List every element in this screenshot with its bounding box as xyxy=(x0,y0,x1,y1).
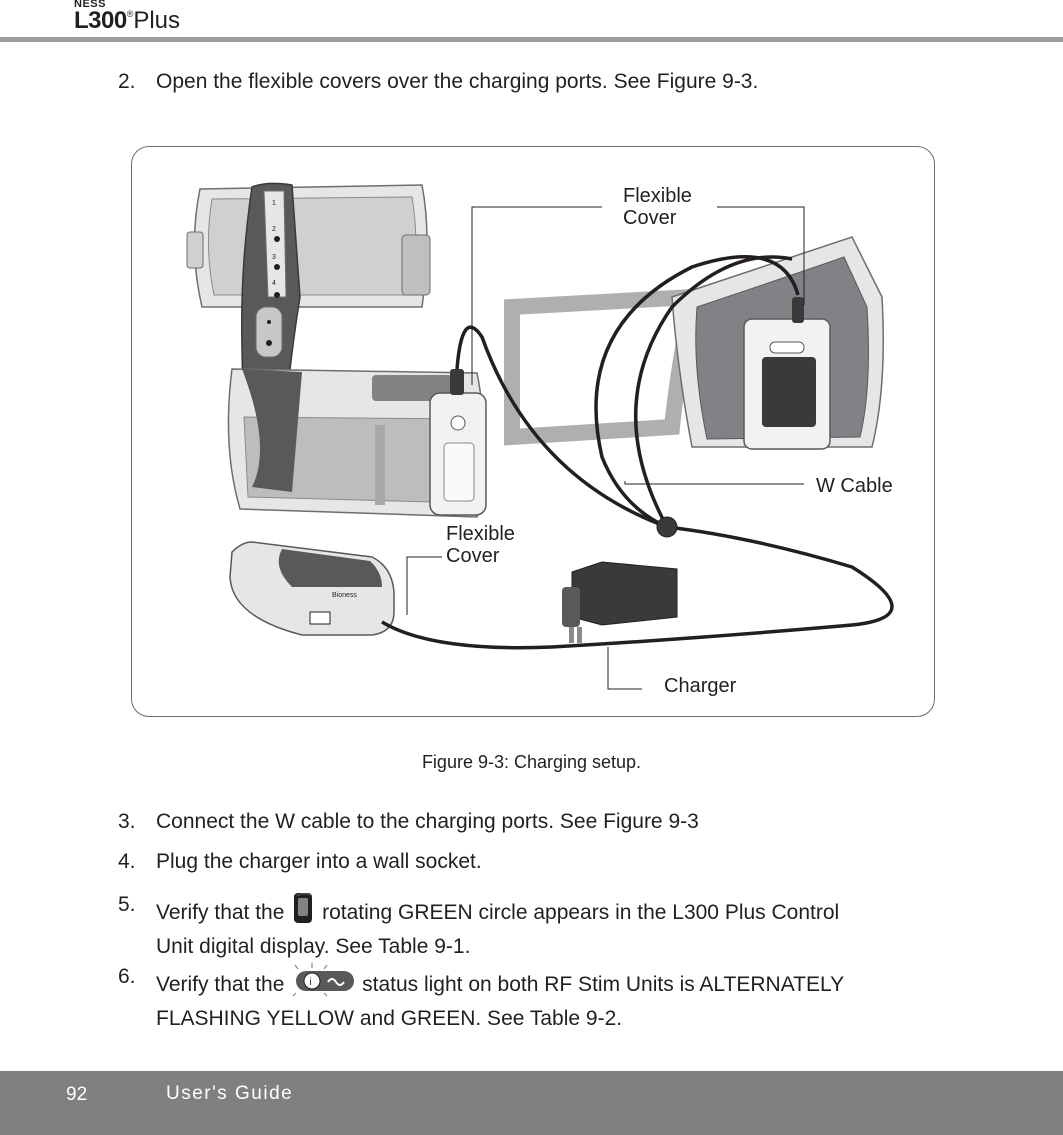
step-number: 5. xyxy=(118,893,136,916)
header-rule xyxy=(0,37,1063,42)
rotating-circle-display-icon xyxy=(290,891,316,933)
control-unit-brand: Bioness xyxy=(332,592,357,599)
w-cable-junction xyxy=(657,517,677,537)
step-text-before-icon: Verify that the xyxy=(156,901,285,924)
strap-number-1: 1 xyxy=(272,200,276,207)
step-text-after-icon: status light on both RF Stim Units is ALTERNATELY xyxy=(362,973,845,996)
strap-number-4: 4 xyxy=(272,280,276,287)
step-text xyxy=(156,963,956,1033)
status-light-icon xyxy=(290,963,356,1005)
brand-registered-mark: ® xyxy=(126,9,134,19)
lower-leg-cuff xyxy=(512,237,883,449)
charging-setup-illustration xyxy=(132,147,934,716)
figure-charging-setup xyxy=(131,146,935,717)
svg-text:i: i xyxy=(309,977,312,988)
callout-flexible-cover-bottom: Flexible Cover xyxy=(446,523,515,567)
brand-ness: NESS xyxy=(74,0,106,10)
step-text: Open the flexible covers over the charging ports. See Figure 9-3. xyxy=(156,70,759,93)
step-text: Connect the W cable to the charging ports. See Figure 9-3 xyxy=(156,810,699,833)
step-number: 4. xyxy=(118,850,136,873)
step-text-after-icon: rotating GREEN circle appears in the L300 Plus Control xyxy=(322,901,840,924)
brand-model: L300 xyxy=(74,7,127,34)
brand-name xyxy=(74,7,180,35)
step-text xyxy=(156,891,956,961)
step-text-before-icon: Verify that the xyxy=(156,973,285,996)
control-unit xyxy=(230,542,394,635)
callout-w-cable: W Cable xyxy=(816,475,893,497)
strap-number-3: 3 xyxy=(272,254,276,261)
strap-number-2: 2 xyxy=(272,226,276,233)
page-footer xyxy=(0,1071,1063,1135)
charger xyxy=(562,562,677,643)
brand-plus: Plus xyxy=(133,7,181,34)
step-text: Plug the charger into a wall socket. xyxy=(156,850,482,873)
step-number: 6. xyxy=(118,965,136,988)
callout-flexible-cover-top: Flexible Cover xyxy=(623,185,692,229)
footer-doc-title: User's Guide xyxy=(166,1083,294,1104)
step-text-line2: Unit digital display. See Table 9-1. xyxy=(156,935,471,958)
page-number: 92 xyxy=(66,1084,88,1105)
step-text-line2: FLASHING YELLOW and GREEN. See Table 9-2. xyxy=(156,1007,623,1030)
callout-charger: Charger xyxy=(664,675,737,697)
figure-caption: Figure 9-3: Charging setup. xyxy=(421,752,642,772)
step-number: 3. xyxy=(118,810,136,833)
step-number: 2. xyxy=(118,70,136,93)
